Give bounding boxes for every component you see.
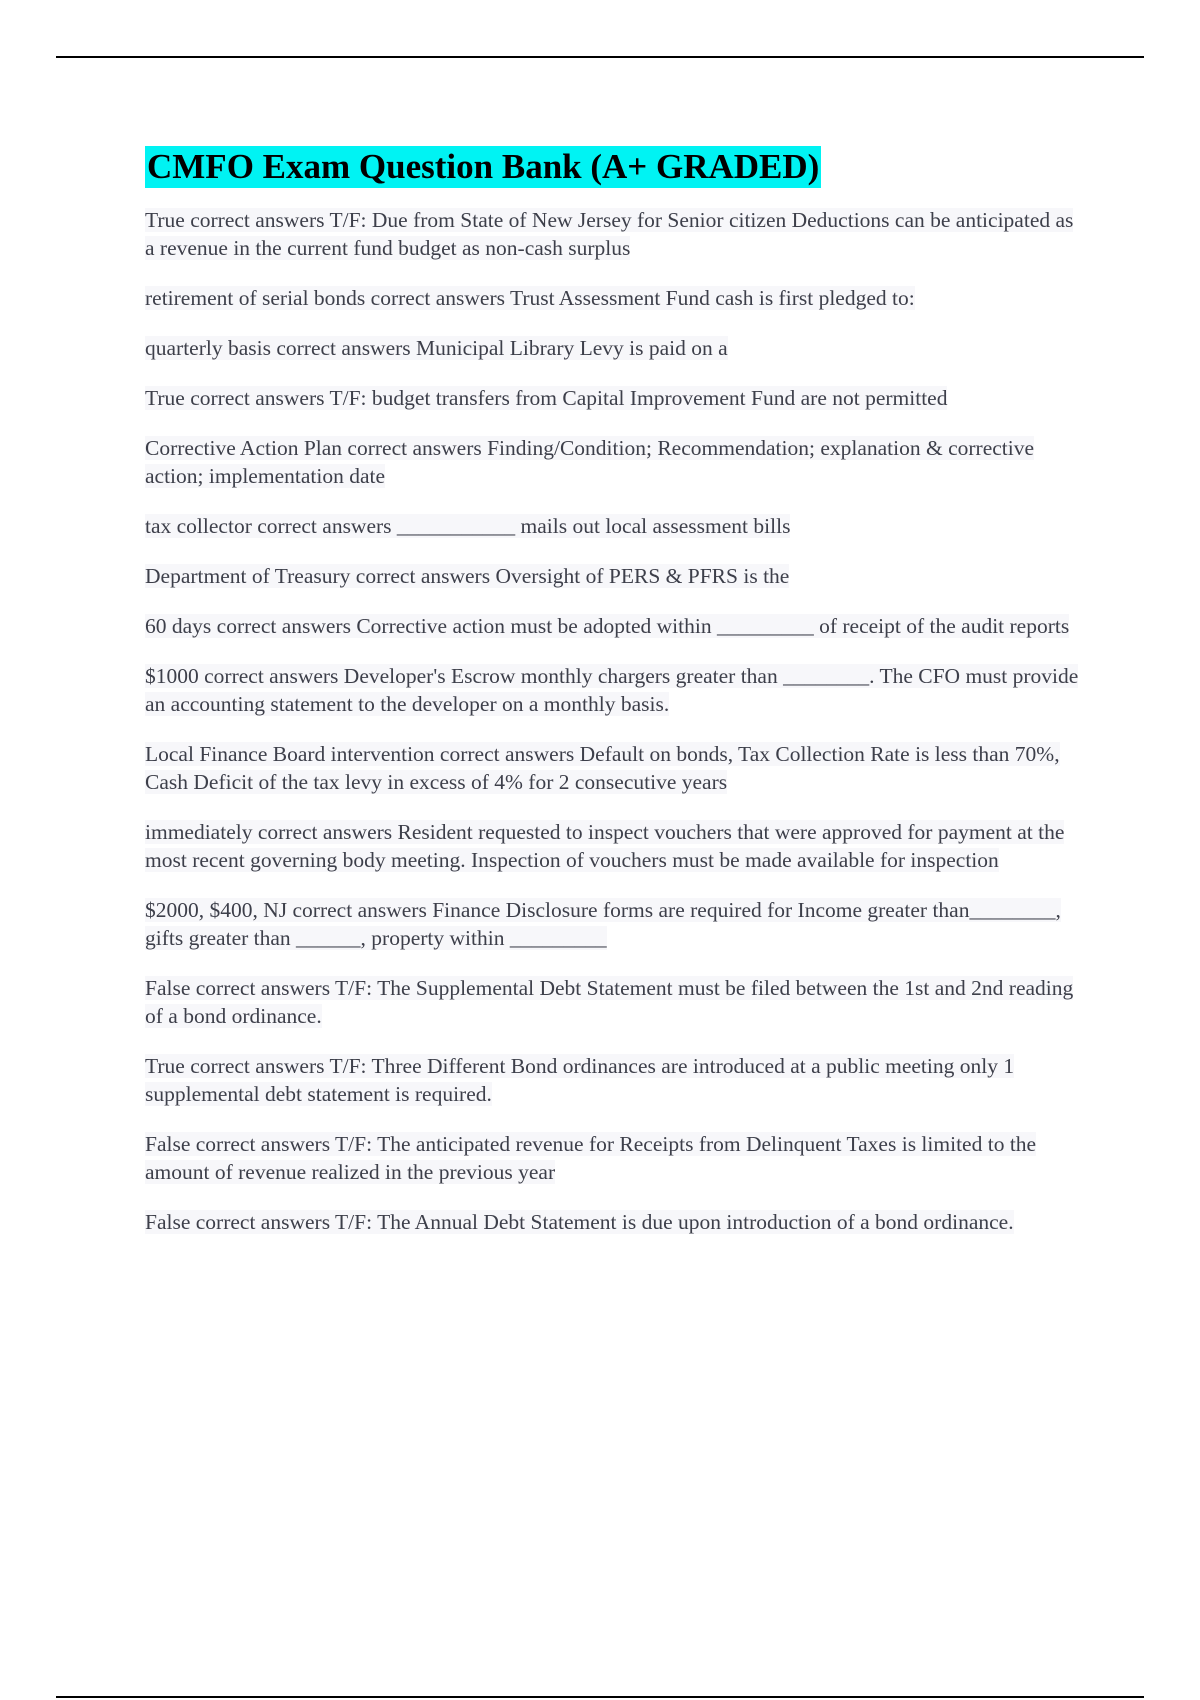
qa-item [145, 662, 1085, 718]
qa-text: True correct answers T/F: Three Different Bond ordinances are introduced at a public meeting only 1 supplemental debt statement is required. [145, 1054, 1015, 1106]
qa-text: tax collector correct answers ___________ mails out local assessment bills [145, 514, 791, 538]
qa-text: False correct answers T/F: The anticipated revenue for Receipts from Delinquent Taxes is limited to the amount of revenue realized in the previous year [145, 1132, 1037, 1184]
qa-item [145, 384, 1085, 412]
qa-text: 60 days correct answers Corrective action must be adopted within _________ of receipt of the audit reports [145, 614, 1070, 638]
qa-item [145, 206, 1085, 262]
qa-item [145, 334, 1085, 362]
qa-text: True correct answers T/F: Due from State of New Jersey for Senior citizen Deductions can be anticipated as a revenue in the current fund budget as non-cash surplus [145, 208, 1074, 260]
document-body [145, 146, 1085, 1258]
qa-text: Corrective Action Plan correct answers Finding/Condition; Recommendation; explanation & corrective action; implementation date [145, 436, 1035, 488]
qa-text: False correct answers T/F: The Annual Debt Statement is due upon introduction of a bond ordinance. [145, 1210, 1014, 1234]
qa-text: False correct answers T/F: The Supplemental Debt Statement must be filed between the 1st and 2nd reading of a bond ordinance. [145, 976, 1074, 1028]
qa-item [145, 434, 1085, 490]
qa-text: retirement of serial bonds correct answers Trust Assessment Fund cash is first pledged to: [145, 286, 915, 310]
qa-item [145, 562, 1085, 590]
qa-item [145, 1208, 1085, 1236]
qa-item [145, 1130, 1085, 1186]
qa-item [145, 1052, 1085, 1108]
qa-item [145, 612, 1085, 640]
qa-text: immediately correct answers Resident requested to inspect vouchers that were approved for payment at the most recent governing body meeting. Inspection of vouchers must be made available for inspection [145, 820, 1065, 872]
qa-item [145, 896, 1085, 952]
qa-text: $2000, $400, NJ correct answers Finance Disclosure forms are required for Income greater than________, gifts greater than ______, property within _________ [145, 898, 1061, 950]
qa-text: $1000 correct answers Developer's Escrow monthly chargers greater than ________. The CFO must provide an accounting statement to the developer on a monthly basis. [145, 664, 1079, 716]
qa-list [145, 206, 1085, 1236]
qa-item [145, 818, 1085, 874]
footer-rule [56, 1696, 1144, 1698]
qa-text: Department of Treasury correct answers Oversight of PERS & PFRS is the [145, 564, 790, 588]
qa-text: True correct answers T/F: budget transfers from Capital Improvement Fund are not permitted [145, 386, 948, 410]
document-title: CMFO Exam Question Bank (A+ GRADED) [147, 147, 820, 186]
qa-item [145, 512, 1085, 540]
qa-item [145, 284, 1085, 312]
qa-item [145, 740, 1085, 796]
qa-text: Local Finance Board intervention correct answers Default on bonds, Tax Collection Rate is less than 70%, Cash Deficit of the tax levy in excess of 4% for 2 consecutive years [145, 742, 1060, 794]
header-rule [56, 56, 1144, 58]
qa-item [145, 974, 1085, 1030]
qa-text: quarterly basis correct answers Municipal Library Levy is paid on a [145, 336, 728, 360]
